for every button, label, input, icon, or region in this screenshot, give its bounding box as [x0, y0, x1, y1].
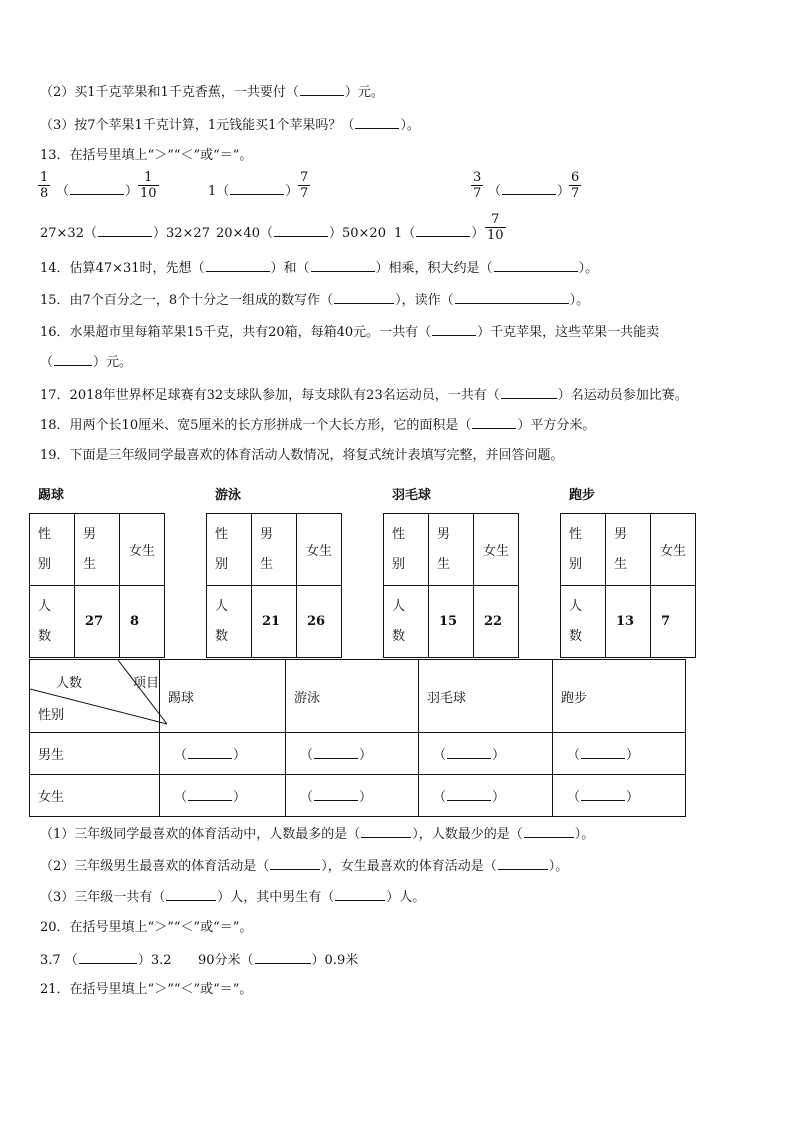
fraction: 7 7	[300, 170, 309, 201]
table-title-running: 跑步	[569, 488, 596, 503]
col-header: 踢球	[160, 660, 286, 733]
q19-part2: （2）三年级男生最喜欢的体育活动是（ ），女生最喜欢的体育活动是（ ）。	[40, 859, 569, 874]
table-title-swimming: 游泳	[215, 488, 242, 503]
compare-expr: 1（ ）	[394, 226, 485, 241]
stats-table-soccer: 性 别 男 生 女生 人 数 27 8	[29, 513, 165, 658]
q20-expr2: 90分米（ ）0.9米	[198, 953, 359, 968]
q18: 18．用两个长10厘米、宽5厘米的长方形拼成一个大长方形，它的面积是（ ）平方分米。	[40, 418, 596, 433]
stats-table-swimming: 性 别 男 生 女生 人 数 21 26	[206, 513, 342, 658]
compare-blank: （ ）	[56, 184, 139, 199]
q14: 14．估算47×31时，先想（ ）和（ ）相乘，积大约是（ ）。	[40, 261, 599, 276]
col-header: 游泳	[286, 660, 419, 733]
q21-title: 21．在括号里填上“＞”“＜”或“＝”。	[40, 982, 253, 997]
row-header: 男生	[30, 733, 160, 775]
col-header: 羽毛球	[419, 660, 553, 733]
q17: 17．2018年世界杯足球赛有32支球队参加，每支球队有23名运动员，一共有（ ）名运动员参加比赛。	[40, 388, 688, 403]
answer-blank[interactable]	[581, 788, 625, 801]
answer-blank[interactable]	[447, 788, 491, 801]
compare-blank: 1（ ）	[208, 184, 299, 199]
q16-line1: 16．水果超市里每箱苹果15千克，共有20箱，每箱40元。一共有（ ）千克苹果，这些苹果一共能卖	[40, 325, 660, 340]
stats-table-badminton: 性 别 男 生 女生 人 数 15 22	[383, 513, 519, 658]
answer-blank[interactable]	[300, 83, 344, 96]
q20-title: 20．在括号里填上“＞”“＜”或“＝”。	[40, 920, 253, 935]
stats-table-running: 性 别 男 生 女生 人 数 13 7	[560, 513, 696, 658]
fraction: 7 10	[487, 212, 504, 243]
diagonal-header-cell: 人数 项目 性别	[30, 660, 160, 733]
q19-title: 19．下面是三年级同学最喜欢的体育活动人数情况，将复式统计表填写完整，并回答问题。	[40, 448, 564, 463]
q15: 15．由7个百分之一，8个十分之一组成的数写作（ ），读作（ ）。	[40, 293, 590, 308]
answer-blank[interactable]	[581, 746, 625, 759]
compare-expr: 20×40（ ）50×20	[216, 226, 386, 241]
answer-blank[interactable]	[314, 788, 358, 801]
compound-stats-table: 人数 项目 性别 踢球 游泳 羽毛球 跑步 男生 （ ） （ ） （ ） （ ） 女生 （ ） （ ） （ ） （ ）	[29, 659, 686, 817]
q12-part2: （2）买1千克苹果和1千克香蕉，一共要付（ ）元。	[40, 85, 384, 100]
row-header: 女生	[30, 775, 160, 817]
answer-blank[interactable]	[447, 746, 491, 759]
fraction: 6 7	[571, 170, 580, 201]
col-header: 跑步	[553, 660, 686, 733]
q12-part3: （3）按7个苹果1千克计算，1元钱能买1个苹果吗？（ ）。	[40, 118, 420, 133]
answer-blank[interactable]	[314, 746, 358, 759]
q13-title: 13．在括号里填上“＞”“＜”或“＝”。	[40, 148, 253, 163]
table-title-soccer: 踢球	[38, 488, 65, 503]
q19-part1: （1）三年级同学最喜欢的体育活动中，人数最多的是（ ），人数最少的是（ ）。	[40, 827, 595, 842]
answer-blank[interactable]	[188, 746, 232, 759]
compare-expr: 27×32（ ）32×27	[40, 226, 210, 241]
q16-line2: （ ）元。	[40, 355, 133, 370]
answer-blank[interactable]	[188, 788, 232, 801]
fraction: 1 10	[140, 170, 157, 201]
fraction: 1 8	[40, 170, 49, 201]
fraction: 3 7	[473, 170, 482, 201]
compare-blank: （ ）	[488, 184, 571, 199]
answer-blank[interactable]	[355, 116, 399, 129]
q19-part3: （3）三年级一共有（ ）人，其中男生有（ ）人。	[40, 890, 426, 905]
q20-expr1: 3.7 （ ）3.2	[40, 953, 172, 968]
table-title-badminton: 羽毛球	[392, 488, 432, 503]
